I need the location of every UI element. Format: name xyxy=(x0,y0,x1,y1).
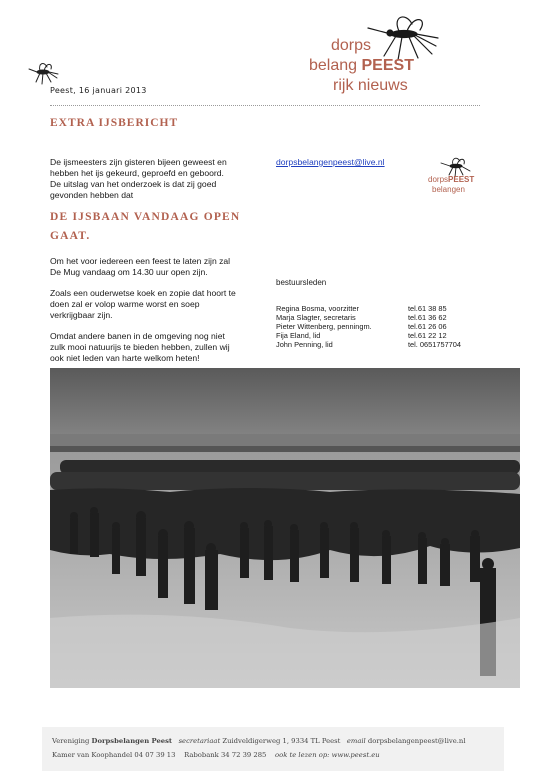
logo-line1: dorps xyxy=(331,37,372,54)
board-member: Fija Eland, lid tel.61 22 12 xyxy=(276,331,447,340)
paragraph-koek-en-zopie: Zoals een ouderwetse koek en zopie dat hoort te doen zal er volop warme worst en soep verkrijgbaar zijn. xyxy=(50,288,236,320)
heading-ijsbaan-open: DE IJSBAAN VANDAAG OPEN GAAT. xyxy=(50,211,241,242)
board-title: bestuursleden xyxy=(276,278,327,287)
historic-skating-photo xyxy=(50,368,520,688)
footer xyxy=(42,727,504,771)
logo-line2: belang PEEST xyxy=(309,57,414,74)
email-link[interactable]: dorpsbelangenpeest@live.nl xyxy=(276,157,385,167)
board-list xyxy=(276,304,461,349)
footer-line-2: Kamer van Koophandel 04 07 39 13 Rabobank 34 72 39 285 ook te lezen op: www.peest.eu xyxy=(52,751,380,759)
footer-line-1: Vereniging Dorpsbelangen Peest secretariaat Zuidveldigerweg 1, 9334 TL Peest email dorpsbelangenpeest@live.nl xyxy=(52,737,466,745)
footer-email: dorpsbelangenpeest@live.nl xyxy=(365,737,466,745)
mosquito-icon xyxy=(24,60,60,86)
mini-logo: dorpsPEEST belangen xyxy=(428,175,475,194)
paragraph-open: Om het voor iedereen een feest te laten zijn zal De Mug vandaag om 14.30 uur open zijn. xyxy=(50,256,231,277)
board-member: Pieter Wittenberg, penningm. tel.61 26 06 xyxy=(276,322,447,331)
footer-website: ook te lezen op: www.peest.eu xyxy=(275,751,380,759)
issue-date: Peest, 16 januari 2013 xyxy=(50,86,147,95)
divider xyxy=(50,105,480,106)
board-member: Regina Bosma, voorzitter tel.61 38 85 xyxy=(276,304,447,313)
paragraph-welkom: Omdat andere banen in de omgeving nog niet zulk mooi natuurijs te bieden hebben, zullen wij ook niet leden van harte welkom heten! xyxy=(50,331,230,363)
board-member: John Penning, lid tel. 0651757704 xyxy=(276,340,462,349)
logo xyxy=(331,37,371,54)
board-member: Marja Slagter, secretaris tel.61 36 62 xyxy=(276,313,447,322)
photo-image xyxy=(50,368,520,688)
logo-line3: rijk nieuws xyxy=(333,77,408,94)
heading-extra-ijsbericht: EXTRA IJSBERICHT xyxy=(50,117,179,129)
logo-peest: PEEST xyxy=(361,57,414,74)
intro-paragraph: De ijsmeesters zijn gisteren bijeen geweest en hebben het ijs gekeurd, geproefd en geboord. De uitslag van het onderzoek is dat zij goed gevonden hebben dat xyxy=(50,157,227,200)
